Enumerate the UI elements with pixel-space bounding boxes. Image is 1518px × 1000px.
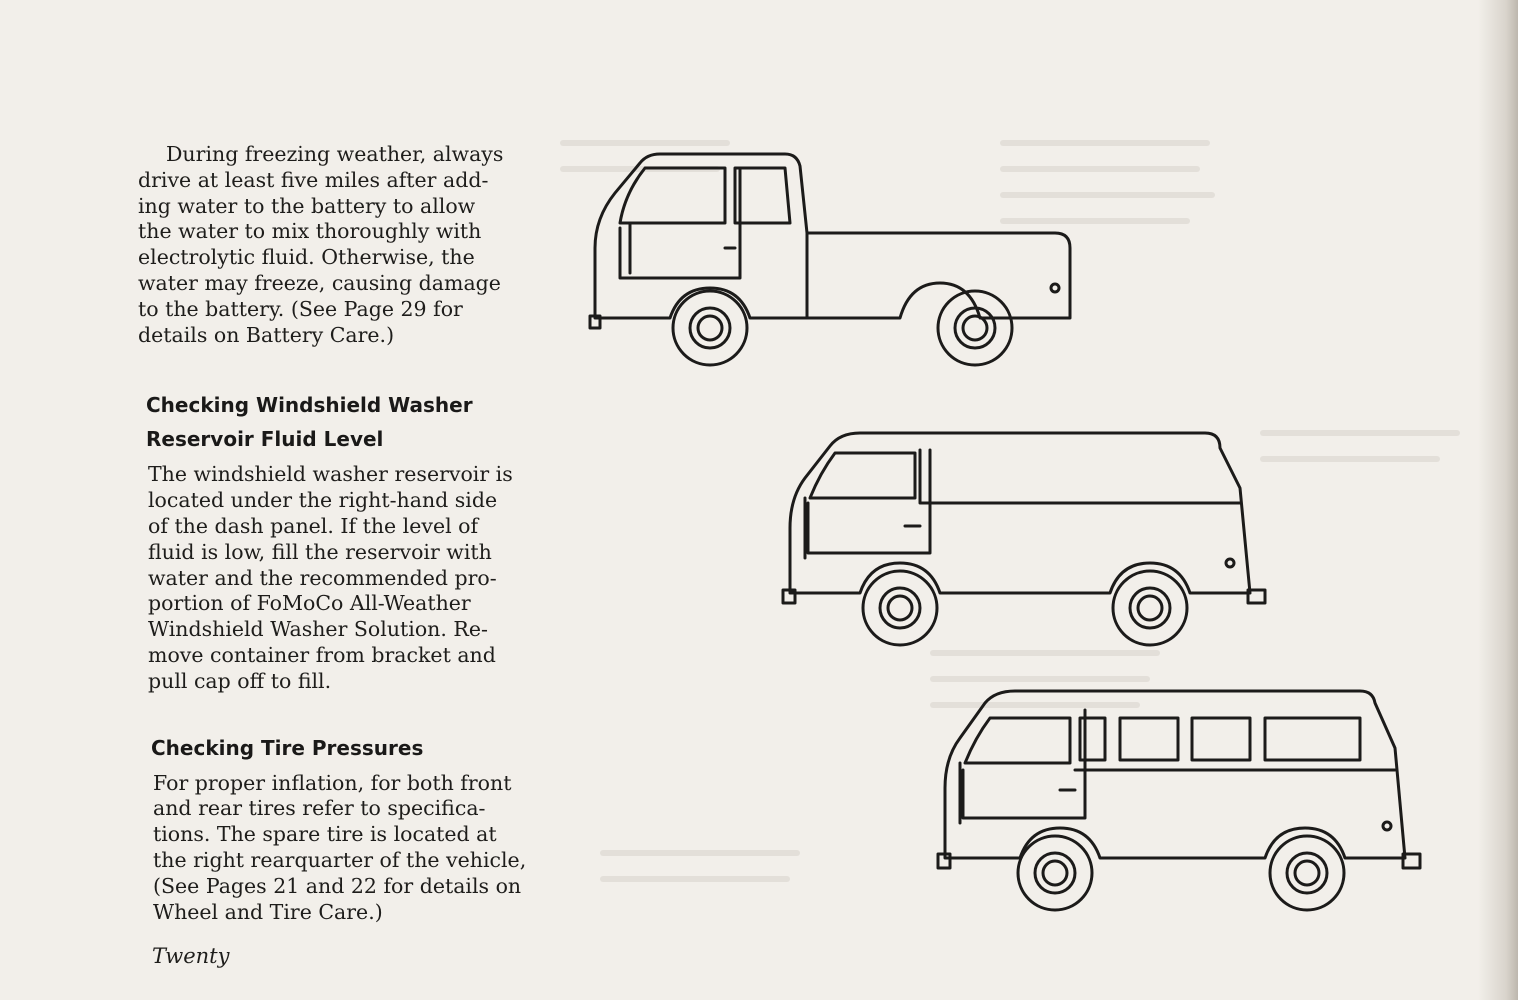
text-line: pull cap off to fill. — [148, 668, 332, 693]
text-line: of the dash panel. If the level of — [148, 513, 479, 538]
page-number-footer: Twenty — [152, 944, 230, 968]
text-line: portion of FoMoCo All-Weather — [148, 591, 471, 616]
text-line: the water to mix thoroughly with — [138, 219, 482, 244]
heading-tire-pressures: Checking Tire Pressures — [151, 735, 424, 760]
text-line: details on Battery Care.) — [138, 322, 395, 347]
text-line: the right rearquarter of the vehicle, — [153, 847, 527, 872]
text-line: move container from bracket and — [148, 642, 496, 667]
text-line: electrolytic fluid. Otherwise, the — [138, 245, 475, 270]
text-column — [138, 142, 533, 925]
text-line: Windshield Washer Solution. Re- — [148, 617, 488, 642]
text-line: fluid is low, fill the reservoir with — [148, 539, 492, 564]
text-line: and rear tires refer to specifica- — [153, 796, 486, 821]
heading-washer-line2: Reservoir Fluid Level — [146, 427, 384, 452]
paragraph-freezing-weather — [138, 142, 533, 348]
paragraph-washer — [148, 462, 533, 694]
text-line: (See Pages 21 and 22 for details on — [153, 873, 522, 898]
text-line: During freezing weather, always — [166, 142, 504, 166]
panel-van-illustration — [780, 428, 1270, 648]
text-line: tions. The spare tire is located at — [153, 822, 497, 847]
window-bus-illustration — [935, 688, 1425, 913]
paragraph-tires — [153, 771, 533, 926]
text-line: located under the right-hand side — [148, 488, 498, 513]
text-line: water may freeze, causing damage — [138, 270, 501, 295]
text-line: For proper inflation, for both front — [153, 770, 512, 795]
text-line: Wheel and Tire Care.) — [153, 899, 383, 924]
heading-washer-line1: Checking Windshield Washer — [146, 393, 473, 418]
text-line: water and the recommended pro- — [148, 565, 497, 590]
text-line: drive at least five miles after add- — [138, 167, 489, 192]
text-line: The windshield washer reservoir is — [148, 462, 513, 487]
text-line: to the battery. (See Page 29 for — [138, 296, 463, 321]
text-line: ing water to the battery to allow — [138, 193, 476, 218]
pickup-truck-illustration — [585, 148, 1075, 378]
